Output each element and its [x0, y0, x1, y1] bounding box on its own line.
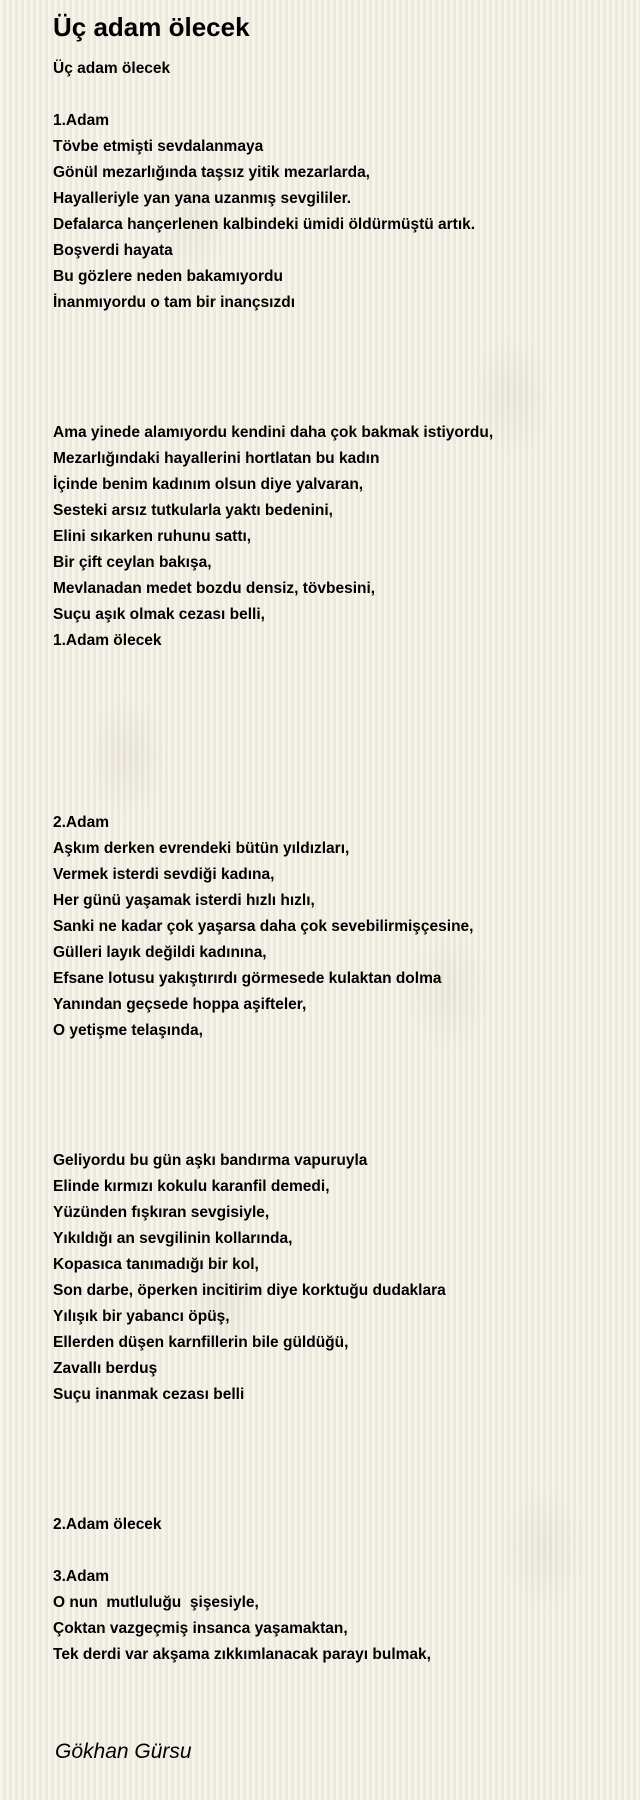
poem-blank-line [53, 1070, 623, 1096]
poem-line: 3.Adam [53, 1568, 109, 1585]
poem-line: Hayalleriyle yan yana uzanmış sevgililer. [53, 190, 352, 207]
poem-blank-line [53, 758, 623, 784]
poem-line: Her günü yaşamak isterdi hızlı hızlı, [53, 892, 315, 909]
poem-line: Mevlanadan medet bozdu densiz, tövbesini, [53, 580, 376, 597]
poem-line: Ama yinede alamıyordu kendini daha çok bakmak istiyordu, [53, 424, 494, 441]
poem-line: Geliyordu bu gün aşkı bandırma vapuruyla [53, 1152, 368, 1169]
poem-line: 1.Adam ölecek [53, 632, 162, 649]
poem-line: Yanından geçsede hoppa aşifteler, [53, 996, 307, 1013]
poem-line: Bu gözlere neden bakamıyordu [53, 268, 283, 285]
poem-line: Üç adam ölecek [53, 60, 171, 77]
poem-line: Tövbe etmişti sevdalanmaya [53, 138, 264, 155]
poem-line: Son darbe, öperken incitirim diye korktuğu dudaklara [53, 1282, 446, 1299]
poem-blank-line [53, 1460, 623, 1486]
poem-blank-line [53, 1434, 623, 1460]
poem-blank-line [53, 1122, 623, 1148]
poem-line: Boşverdi hayata [53, 242, 173, 259]
poem-line: Efsane lotusu yakıştırırdı görmesede kulaktan dolma [53, 970, 442, 987]
poem-blank-line [53, 1044, 623, 1070]
poem-blank-line [53, 654, 623, 680]
poem-line: İçinde benim kadınım olsun diye yalvaran, [53, 476, 364, 493]
poem-line: O nun mutluluğu şişesiyle, [53, 1594, 259, 1611]
poem-blank-line [53, 1486, 623, 1512]
poem-line: Sesteki arsız tutkularla yaktı bedenini, [53, 502, 333, 519]
poem-line: Ellerden düşen karnfillerin bile güldüğü, [53, 1334, 349, 1351]
poem-line: Aşkım derken evrendeki bütün yıldızları, [53, 840, 350, 857]
poem-line: Elinde kırmızı kokulu karanfil demedi, [53, 1178, 330, 1195]
poem-line: Kopasıca tanımadığı bir kol, [53, 1256, 259, 1273]
poem-line: Yılışık bir yabancı öpüş, [53, 1308, 230, 1325]
poem-blank-line [53, 316, 623, 342]
poem-line: Suçu aşık olmak cezası belli, [53, 606, 265, 623]
poem-line: 2.Adam ölecek [53, 1516, 162, 1533]
poem-author: Gökhan Gürsu [55, 1740, 192, 1763]
poem-blank-line [53, 342, 623, 368]
poem-line: Mezarlığındaki hayallerini hortlatan bu kadın [53, 450, 380, 467]
poem-line: 2.Adam [53, 814, 109, 831]
poem-blank-line [53, 706, 623, 732]
poem-line: Elini sıkarken ruhunu sattı, [53, 528, 252, 545]
poem-blank-line [53, 1538, 623, 1564]
poem-line: Çoktan vazgeçmiş insanca yaşamaktan, [53, 1620, 348, 1637]
poem-line: Yıkıldığı an sevgilinin kollarında, [53, 1230, 293, 1247]
poem-blank-line [53, 1408, 623, 1434]
poem-blank-line [53, 368, 623, 394]
poem-line: Suçu inanmak cezası belli [53, 1386, 245, 1403]
poem-container [53, 10, 623, 1668]
poem-line: İnanmıyordu o tam bir inançsızdı [53, 294, 296, 311]
poem-line: Defalarca hançerlenen kalbindeki ümidi öldürmüştü artık. [53, 216, 476, 233]
poem-line: O yetişme telaşında, [53, 1022, 203, 1039]
poem-line: 1.Adam [53, 112, 109, 129]
poem-blank-line [53, 784, 623, 810]
poem-blank-line [53, 1096, 623, 1122]
poem-line: Sanki ne kadar çok yaşarsa daha çok sevebilirmişçesine, [53, 918, 474, 935]
poem-line: Bir çift ceylan bakışa, [53, 554, 212, 571]
poem-line: Vermek isterdi sevdiği kadına, [53, 866, 275, 883]
poem-line: Zavallı berduş [53, 1360, 158, 1377]
poem-blank-line [53, 82, 623, 108]
poem-line: Gülleri layık değildi kadınına, [53, 944, 267, 961]
poem-blank-line [53, 394, 623, 420]
poem-body [53, 56, 623, 1668]
poem-line: Gönül mezarlığında taşsız yitik mezarlarda, [53, 164, 370, 181]
poem-line: Yüzünden fışkıran sevgisiyle, [53, 1204, 270, 1221]
poem-blank-line [53, 732, 623, 758]
poem-title: Üç adam ölecek [53, 12, 250, 42]
poem-line: Tek derdi var akşama zıkkımlanacak parayı bulmak, [53, 1646, 431, 1663]
poem-blank-line [53, 680, 623, 706]
